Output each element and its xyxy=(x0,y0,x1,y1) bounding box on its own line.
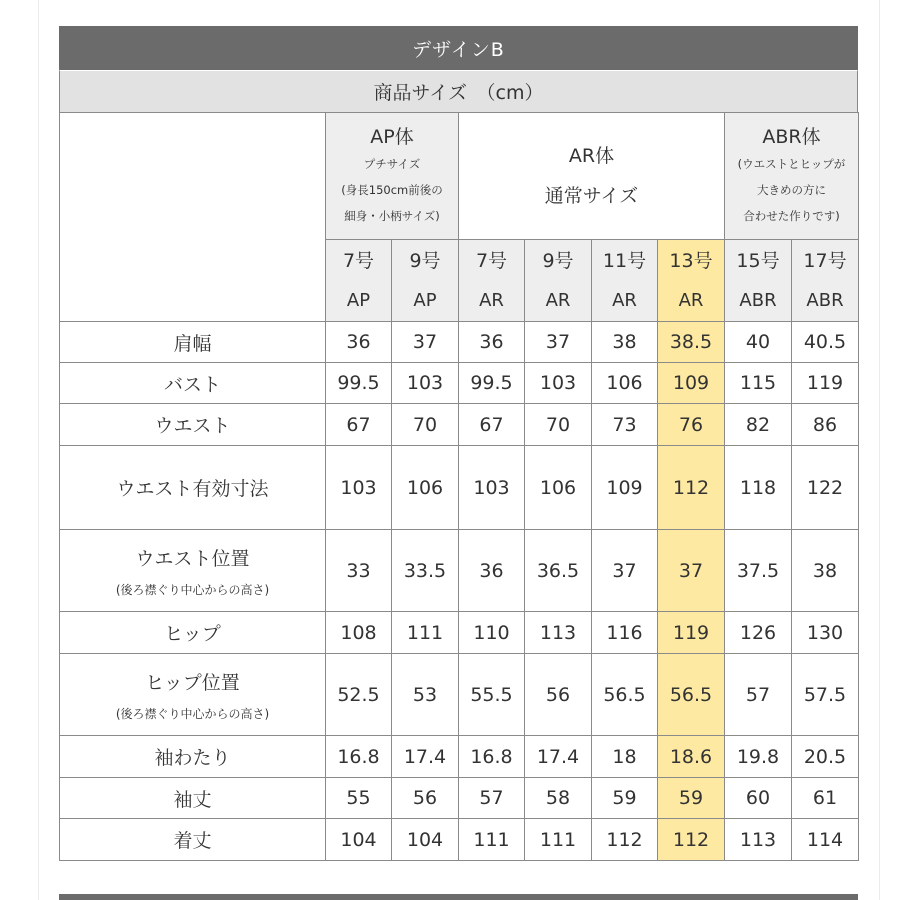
size-table xyxy=(59,112,859,861)
measurement-row xyxy=(60,530,859,612)
measurement-label-cell xyxy=(60,612,326,654)
measurement-value: 103 xyxy=(459,446,525,530)
size-code: AP xyxy=(346,289,371,311)
measurement-value: 115 xyxy=(725,363,792,404)
measurement-value: 103 xyxy=(392,363,459,404)
measurement-label: ウエスト xyxy=(154,415,231,437)
size-table-caption-text: 商品サイズ （cm） xyxy=(373,82,544,104)
measurement-value: 111 xyxy=(459,819,525,861)
measurement-value: 114 xyxy=(792,819,859,861)
group-abr-note-3: 合わせた作りです) xyxy=(743,209,840,223)
size-code: AR xyxy=(612,289,637,311)
measurement-value: 104 xyxy=(392,819,459,861)
measurement-row xyxy=(60,363,859,404)
measurement-value: 37 xyxy=(592,530,658,612)
group-abr-note-1: (ウエストとヒップが xyxy=(737,157,846,171)
measurement-value: 86 xyxy=(792,404,859,446)
measurement-label-cell xyxy=(60,819,326,861)
measurement-value: 18 xyxy=(592,736,658,778)
measurement-row xyxy=(60,819,859,861)
size-code: ABR xyxy=(739,289,777,311)
measurement-value: 73 xyxy=(592,404,658,446)
measurement-value: 122 xyxy=(792,446,859,530)
measurement-value: 109 xyxy=(592,446,658,530)
size-header-cell xyxy=(392,240,459,322)
group-ap xyxy=(326,113,459,240)
measurement-value: 104 xyxy=(326,819,392,861)
group-abr xyxy=(725,113,859,240)
measurement-value: 36 xyxy=(459,530,525,612)
measurement-value: 20.5 xyxy=(792,736,859,778)
measurement-value: 33.5 xyxy=(392,530,459,612)
measurement-value: 113 xyxy=(725,819,792,861)
measurement-value: 109 xyxy=(658,363,725,404)
measurement-value: 52.5 xyxy=(326,654,392,736)
measurement-value: 99.5 xyxy=(326,363,392,404)
measurement-value: 112 xyxy=(658,819,725,861)
measurement-value: 59 xyxy=(658,778,725,819)
measurement-value: 58 xyxy=(525,778,592,819)
measurement-value: 37 xyxy=(658,530,725,612)
measurement-value: 57.5 xyxy=(792,654,859,736)
size-number: 11号 xyxy=(602,249,647,272)
measurement-value: 40 xyxy=(725,322,792,363)
measurement-value: 99.5 xyxy=(459,363,525,404)
measurement-value: 56 xyxy=(392,778,459,819)
group-ap-note-2: (身長150cm前後の xyxy=(341,183,443,197)
size-header-cell xyxy=(326,240,392,322)
measurement-value: 106 xyxy=(525,446,592,530)
measurement-value: 17.4 xyxy=(525,736,592,778)
measurement-value: 57 xyxy=(459,778,525,819)
size-header-cell xyxy=(592,240,658,322)
size-code: AR xyxy=(678,289,704,311)
size-number: 7号 xyxy=(342,249,375,272)
measurement-sublabel: (後ろ襟ぐり中心からの高さ) xyxy=(115,706,270,721)
measurement-label-cell xyxy=(60,322,326,363)
measurement-label: ヒップ位置 xyxy=(145,671,240,694)
group-ar-name: AR体 xyxy=(568,145,615,167)
measurement-label: ウエスト位置 xyxy=(135,547,250,570)
measurement-value: 119 xyxy=(658,612,725,654)
size-code: AR xyxy=(479,289,504,311)
size-header-cell xyxy=(459,240,525,322)
size-number: 13号 xyxy=(669,249,713,272)
measurement-value: 55 xyxy=(326,778,392,819)
size-header-cell xyxy=(525,240,592,322)
measurement-value: 112 xyxy=(592,819,658,861)
measurement-value: 38 xyxy=(792,530,859,612)
measurement-label-cell xyxy=(60,404,326,446)
measurement-value: 67 xyxy=(326,404,392,446)
size-header-cell xyxy=(725,240,792,322)
measurement-value: 16.8 xyxy=(326,736,392,778)
design-title-text: デザインB xyxy=(412,38,505,61)
group-header-row xyxy=(60,113,859,240)
measurement-value: 59 xyxy=(592,778,658,819)
measurement-value: 37 xyxy=(525,322,592,363)
measurement-value: 19.8 xyxy=(725,736,792,778)
measurement-label: ウエスト有効寸法 xyxy=(116,478,269,500)
measurement-row xyxy=(60,404,859,446)
measurement-value: 40.5 xyxy=(792,322,859,363)
measurement-value: 130 xyxy=(792,612,859,654)
measurement-row xyxy=(60,778,859,819)
measurement-label: 肩幅 xyxy=(173,332,212,355)
measurement-label: バスト xyxy=(163,373,221,396)
measurement-value: 67 xyxy=(459,404,525,446)
measurement-value: 57 xyxy=(725,654,792,736)
measurement-value: 33 xyxy=(326,530,392,612)
measurement-row xyxy=(60,446,859,530)
measurement-row xyxy=(60,612,859,654)
measurement-value: 111 xyxy=(392,612,459,654)
measurement-row xyxy=(60,322,859,363)
measurement-label-cell xyxy=(60,736,326,778)
measurement-value: 106 xyxy=(592,363,658,404)
measurement-value: 56.5 xyxy=(658,654,725,736)
size-table-caption xyxy=(59,70,858,112)
measurement-label: ヒップ xyxy=(164,623,221,645)
size-number: 9号 xyxy=(542,249,574,272)
measurement-label-cell xyxy=(60,778,326,819)
size-code: AP xyxy=(413,289,437,311)
measurement-value: 38.5 xyxy=(658,322,725,363)
group-abr-note-2: 大きめの方に xyxy=(757,183,826,197)
size-number: 7号 xyxy=(475,249,508,272)
measurement-value: 55.5 xyxy=(459,654,525,736)
measurement-value: 36 xyxy=(326,322,392,363)
measurement-value: 103 xyxy=(326,446,392,530)
measurement-row xyxy=(60,736,859,778)
measurement-value: 61 xyxy=(792,778,859,819)
measurement-label-cell xyxy=(60,530,326,612)
measurement-value: 17.4 xyxy=(392,736,459,778)
measurement-value: 108 xyxy=(326,612,392,654)
size-number: 17号 xyxy=(803,249,847,272)
measurement-value: 38 xyxy=(592,322,658,363)
group-ap-name: AP体 xyxy=(370,126,414,148)
measurement-value: 70 xyxy=(392,404,459,446)
measurement-value: 60 xyxy=(725,778,792,819)
measurement-label-cell xyxy=(60,363,326,404)
size-number: 9号 xyxy=(409,249,441,272)
measurement-value: 103 xyxy=(525,363,592,404)
measurement-label: 袖わたり xyxy=(154,747,231,769)
group-ap-note-1: プチサイズ xyxy=(363,157,421,171)
measurement-label: 袖丈 xyxy=(173,788,212,811)
measurement-value: 76 xyxy=(658,404,725,446)
measurement-label: 着丈 xyxy=(173,830,212,852)
measurement-value: 106 xyxy=(392,446,459,530)
measurement-value: 37.5 xyxy=(725,530,792,612)
size-header-cell xyxy=(658,240,725,322)
design-title xyxy=(59,26,858,70)
size-table-wrapper xyxy=(59,112,859,861)
size-number: 15号 xyxy=(736,249,780,272)
size-header-cell xyxy=(792,240,859,322)
measurement-value: 53 xyxy=(392,654,459,736)
measurement-value: 37 xyxy=(392,322,459,363)
measurement-value: 119 xyxy=(792,363,859,404)
measurement-value: 56.5 xyxy=(592,654,658,736)
measurement-value: 56 xyxy=(525,654,592,736)
measurement-row xyxy=(60,654,859,736)
size-code: AR xyxy=(545,289,571,311)
measurement-value: 113 xyxy=(525,612,592,654)
measurement-label-cell xyxy=(60,654,326,736)
group-abr-name: ABR体 xyxy=(762,126,821,148)
measurement-value: 110 xyxy=(459,612,525,654)
measurement-value: 82 xyxy=(725,404,792,446)
measurement-label-cell xyxy=(60,446,326,530)
measurement-value: 36.5 xyxy=(525,530,592,612)
group-ar xyxy=(459,113,725,240)
measurement-value: 118 xyxy=(725,446,792,530)
group-ar-note: 通常サイズ xyxy=(544,185,639,207)
measurement-value: 111 xyxy=(525,819,592,861)
next-section-bar xyxy=(59,894,858,900)
measurement-value: 112 xyxy=(658,446,725,530)
size-code: ABR xyxy=(806,289,844,311)
measurement-value: 116 xyxy=(592,612,658,654)
measurement-value: 70 xyxy=(525,404,592,446)
corner-cell xyxy=(60,113,326,322)
measurement-value: 16.8 xyxy=(459,736,525,778)
group-ap-note-3: 細身・小柄サイズ) xyxy=(344,209,440,223)
measurement-sublabel: (後ろ襟ぐり中心からの高さ) xyxy=(115,582,270,597)
measurement-value: 126 xyxy=(725,612,792,654)
measurement-value: 36 xyxy=(459,322,525,363)
measurement-value: 18.6 xyxy=(658,736,725,778)
